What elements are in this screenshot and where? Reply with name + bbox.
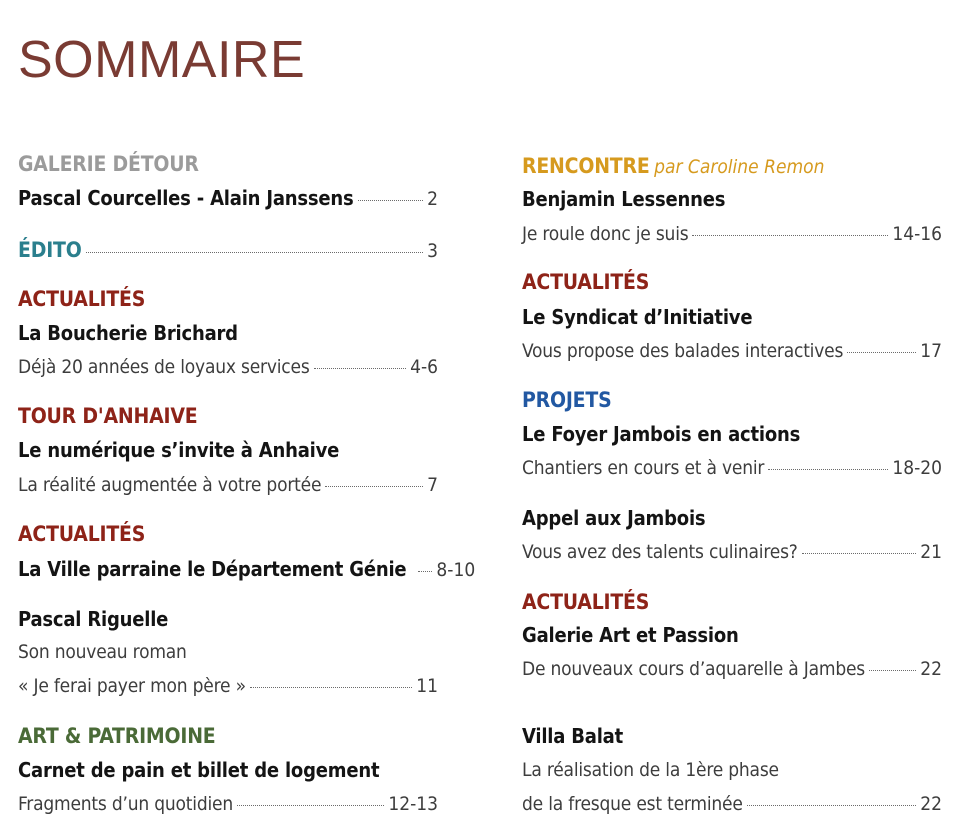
dot-leader — [314, 368, 407, 369]
toc-entry-boucherie[interactable] — [18, 355, 438, 379]
article-subtitle: Son nouveau roman — [18, 641, 187, 663]
dot-leader — [250, 687, 412, 688]
article-title: Villa Balat — [522, 724, 624, 748]
page-number: 12-13 — [388, 793, 438, 815]
section-heading-galerie: GALERIE DÉTOUR — [18, 152, 199, 176]
toc-entry-carnet[interactable] — [18, 792, 438, 816]
section-heading-actualites: ACTUALITÉS — [522, 590, 650, 614]
dot-leader — [418, 571, 432, 572]
section-heading-tour-anhaive: TOUR D'ANHAIVE — [18, 404, 198, 428]
dot-leader — [847, 352, 916, 353]
toc-entry-galerie-art[interactable] — [522, 657, 942, 681]
page-number: 17 — [920, 340, 942, 362]
article-title: Le numérique s’invite à Anhaive — [18, 438, 340, 462]
toc-entry-syndicat[interactable] — [522, 339, 942, 363]
section-heading-rencontre — [522, 154, 942, 180]
section-heading-actualites: ACTUALITÉS — [18, 522, 146, 546]
section-heading-art-patrimoine: ART & PATRIMOINE — [18, 724, 216, 748]
article-title: Appel aux Jambois — [522, 506, 706, 530]
dot-leader — [237, 805, 384, 806]
article-subtitle: La réalité augmentée à votre portée — [18, 474, 322, 496]
article-title: Benjamin Lessennes — [522, 187, 726, 211]
toc-entry-rencontre[interactable] — [522, 222, 942, 246]
toc-entry-riguelle[interactable] — [18, 674, 438, 698]
toc-entry-appel[interactable] — [522, 540, 942, 564]
page-number: 18-20 — [892, 457, 942, 479]
article-title: Galerie Art et Passion — [522, 623, 739, 647]
page-number: 14-16 — [892, 223, 942, 245]
article-subtitle: Je roule donc je suis — [522, 223, 689, 245]
section-label: RENCONTRE — [522, 154, 650, 178]
page-number: 11 — [416, 675, 438, 697]
article-title: La Boucherie Brichard — [18, 321, 238, 345]
dot-leader — [802, 553, 917, 554]
article-title: Le Foyer Jambois en actions — [522, 422, 801, 446]
article-title: La Ville parraine le Département Génie — [18, 557, 407, 581]
page-number: 2 — [427, 188, 438, 210]
page-number: 7 — [427, 474, 438, 496]
section-heading-edito: ÉDITO — [18, 238, 82, 262]
article-subtitle: La réalisation de la 1ère phase — [522, 759, 779, 781]
dot-leader — [86, 252, 424, 253]
page-title: SOMMAIRE — [18, 31, 306, 89]
toc-entry-departement-genie[interactable] — [18, 557, 476, 582]
dot-leader — [692, 235, 888, 236]
page-number: 22 — [920, 793, 942, 815]
article-subtitle: Chantiers en cours et à venir — [522, 457, 765, 479]
article-subtitle: Vous avez des talents culinaires? — [522, 541, 798, 563]
page-number: 21 — [920, 541, 942, 563]
article-title: Pascal Riguelle — [18, 607, 169, 631]
article-title: Pascal Courcelles - Alain Janssens — [18, 186, 354, 210]
toc-entry-tour-anhaive[interactable] — [18, 473, 438, 497]
section-heading-actualites: ACTUALITÉS — [522, 270, 650, 294]
toc-entry-villa[interactable] — [522, 792, 942, 816]
page-number: 3 — [427, 240, 438, 262]
toc-entry-edito[interactable] — [18, 238, 438, 263]
page-number: 22 — [920, 658, 942, 680]
section-author: par Caroline Remon — [654, 156, 825, 178]
article-title: Le Syndicat d’Initiative — [522, 305, 753, 329]
dot-leader — [325, 486, 423, 487]
toc-entry-foyer[interactable] — [522, 456, 942, 480]
article-subtitle: Déjà 20 années de loyaux services — [18, 356, 310, 378]
article-subtitle: « Je ferai payer mon père » — [18, 675, 246, 697]
dot-leader — [358, 200, 424, 201]
page-number: 4-6 — [410, 356, 438, 378]
toc-entry-galerie[interactable] — [18, 186, 438, 211]
page-number: 8-10 — [436, 559, 476, 581]
article-subtitle: Vous propose des balades interactives — [522, 340, 844, 362]
section-heading-projets: PROJETS — [522, 388, 612, 412]
dot-leader — [768, 469, 888, 470]
article-subtitle: de la fresque est terminée — [522, 793, 743, 815]
article-subtitle: De nouveaux cours d’aquarelle à Jambes — [522, 658, 866, 680]
dot-leader — [747, 805, 917, 806]
article-title: Carnet de pain et billet de logement — [18, 758, 380, 782]
article-subtitle: Fragments d’un quotidien — [18, 793, 233, 815]
section-heading-actualites: ACTUALITÉS — [18, 287, 146, 311]
dot-leader — [869, 670, 916, 671]
